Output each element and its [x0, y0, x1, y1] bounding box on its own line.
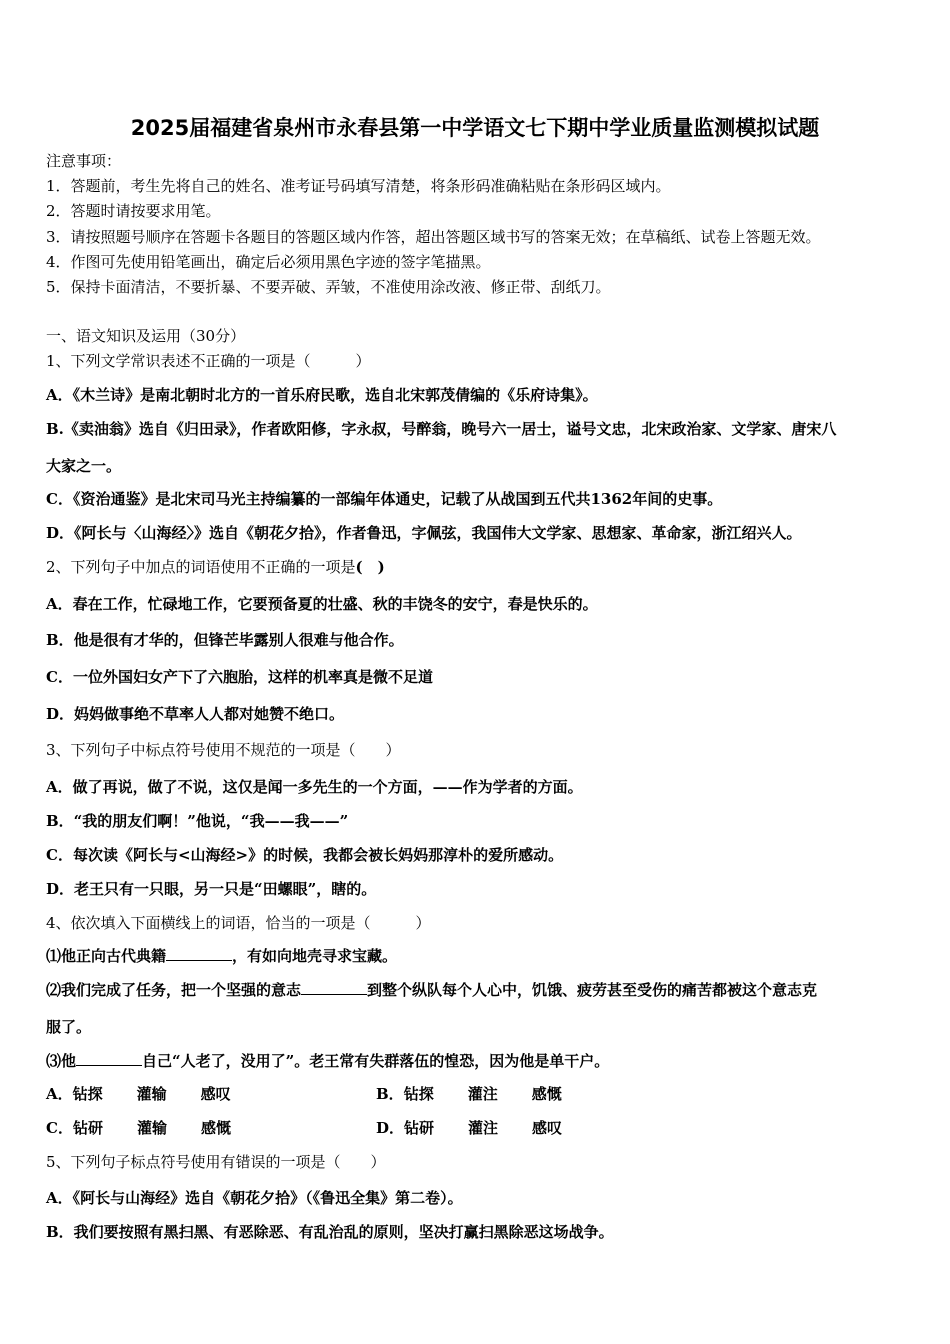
option-b	[376, 1084, 562, 1104]
option-line: A．做了再说，做了不说，这仅是闻一多先生的一个方面，——作为学者的方面。	[46, 778, 583, 796]
option-word: 感慨	[200, 1119, 231, 1137]
option-line: C．《资治通鉴》是北宋司马光主持编纂的一部编年体通史，记载了从战国到五代共1362年间的史事。	[46, 490, 723, 508]
option-word: 钻研	[404, 1119, 435, 1137]
option-line: D．老王只有一只眼，另一只是“田螺眼”，瞎的。	[46, 880, 377, 898]
sentence-part: 到整个纵队每个人心中，饥饿、疲劳甚至受伤的痛苦都被这个意志克	[367, 981, 818, 999]
fill-sentence: 服了。	[46, 1018, 92, 1036]
option-word: 钻探	[72, 1085, 103, 1103]
option-line: C．一位外国妇女产下了六胞胎，这样的机率真是微不足道	[46, 668, 433, 686]
page-title: 2025届福建省泉州市永春县第一中学语文七下期中学业质量监测模拟试题	[130, 116, 820, 140]
answer-paren: ( )	[355, 558, 385, 576]
option-word: 感叹	[200, 1085, 231, 1103]
option-line: D．妈妈做事绝不草率人人都对她赞不绝口。	[46, 705, 345, 723]
question-stem	[46, 557, 385, 577]
question-stem: 4、依次填入下面横线上的词语，恰当的一项是（ ）	[46, 914, 431, 932]
fill-blank	[301, 980, 367, 995]
notice-item: 1．答题前，考生先将自己的姓名、准考证号码填写清楚，将条形码准确粘贴在条形码区域内。	[46, 177, 671, 195]
option-label: B．	[376, 1085, 404, 1103]
option-word: 钻研	[72, 1119, 103, 1137]
notice-item: 5．保持卡面清洁，不要折暴、不要弄破、弄皱，不准使用涂改液、修正带、刮纸刀。	[46, 278, 611, 296]
option-line: B．他是很有才华的，但锋芒毕露别人很难与他合作。	[46, 631, 404, 649]
question-stem: 1、下列文学常识表述不正确的一项是（ ）	[46, 352, 371, 370]
option-line: A．《木兰诗》是南北朝时北方的一首乐府民歌，选自北宋郭茂倩编的《乐府诗集》。	[46, 386, 598, 404]
notice-heading: 注意事项：	[46, 152, 122, 170]
option-word: 感叹	[532, 1119, 563, 1137]
sentence-part: ，有如向地壳寻求宝藏。	[232, 947, 398, 965]
option-word: 灌输	[136, 1085, 167, 1103]
option-row	[46, 1118, 562, 1138]
option-line: C．每次读《阿长与<山海经>》的时候，我都会被长妈妈那淳朴的爱所感动。	[46, 846, 564, 864]
option-label: C．	[46, 1119, 73, 1137]
option-line: B.《卖油翁》选自《归田录》，作者欧阳修，字永叔，号醉翁，晚号六一居士，谥号文忠，北宋政治家、文学家、唐宋八	[46, 420, 837, 438]
option-word: 灌注	[468, 1119, 499, 1137]
option-a	[46, 1084, 376, 1104]
sentence-part: ⑴他正向古代典籍	[46, 947, 167, 965]
option-label: D．	[376, 1119, 405, 1137]
sentence-part: ⑶他	[46, 1052, 77, 1070]
notice-item: 4．作图可先使用铅笔画出，确定后必须用黑色字迹的签字笔描黑。	[46, 253, 491, 271]
option-c	[46, 1118, 376, 1138]
option-line: 大家之一。	[46, 457, 122, 475]
fill-blank	[166, 946, 232, 961]
option-word: 钻探	[403, 1085, 434, 1103]
option-d	[376, 1118, 562, 1138]
question-stem: 5、下列句子标点符号使用有错误的一项是（ ）	[46, 1153, 386, 1171]
option-line: B．“我的朋友们啊！”他说，“我——我——”	[46, 812, 349, 830]
question-stem: 3、下列句子中标点符号使用不规范的一项是（ ）	[46, 741, 401, 759]
option-line: A．春在工作，忙碌地工作，它要预备夏的壮盛、秋的丰饶冬的安宁，春是快乐的。	[46, 595, 598, 613]
section-heading: 一、语文知识及运用（30分）	[46, 327, 246, 345]
option-word: 灌注	[467, 1085, 498, 1103]
notice-item: 3．请按照题号顺序在答题卡各题目的答题区域内作答，超出答题区域书写的答案无效；在草稿纸、试卷上答题无效。	[46, 228, 821, 246]
notice-item: 2．答题时请按要求用笔。	[46, 202, 221, 220]
option-line: D．《阿长与〈山海经〉》选自《朝花夕拾》，作者鲁迅，字佩弦，我国伟大文学家、思想家、革命家，浙江绍兴人。	[46, 524, 802, 542]
option-line: A．《阿长与山海经》选自《朝花夕拾》（《鲁迅全集》第二卷）。	[46, 1189, 463, 1207]
fill-blank	[76, 1051, 142, 1066]
question-stem-text: 2、下列句子中加点的词语使用不正确的一项是	[46, 558, 356, 576]
fill-sentence	[46, 980, 817, 1000]
option-label: A．	[46, 1085, 73, 1103]
option-word: 感慨	[531, 1085, 562, 1103]
fill-sentence	[46, 946, 397, 966]
fill-sentence	[46, 1051, 609, 1071]
option-row	[46, 1084, 562, 1104]
sentence-part: ⑵我们完成了任务，把一个坚强的意志	[46, 981, 302, 999]
option-word: 灌输	[136, 1119, 167, 1137]
option-line: B．我们要按照有黑扫黑、有恶除恶、有乱治乱的原则，坚决打赢扫黑除恶这场战争。	[46, 1223, 614, 1241]
sentence-part: 自己“人老了，没用了”。老王常有失群落伍的惶恐，因为他是单干户。	[142, 1052, 610, 1070]
